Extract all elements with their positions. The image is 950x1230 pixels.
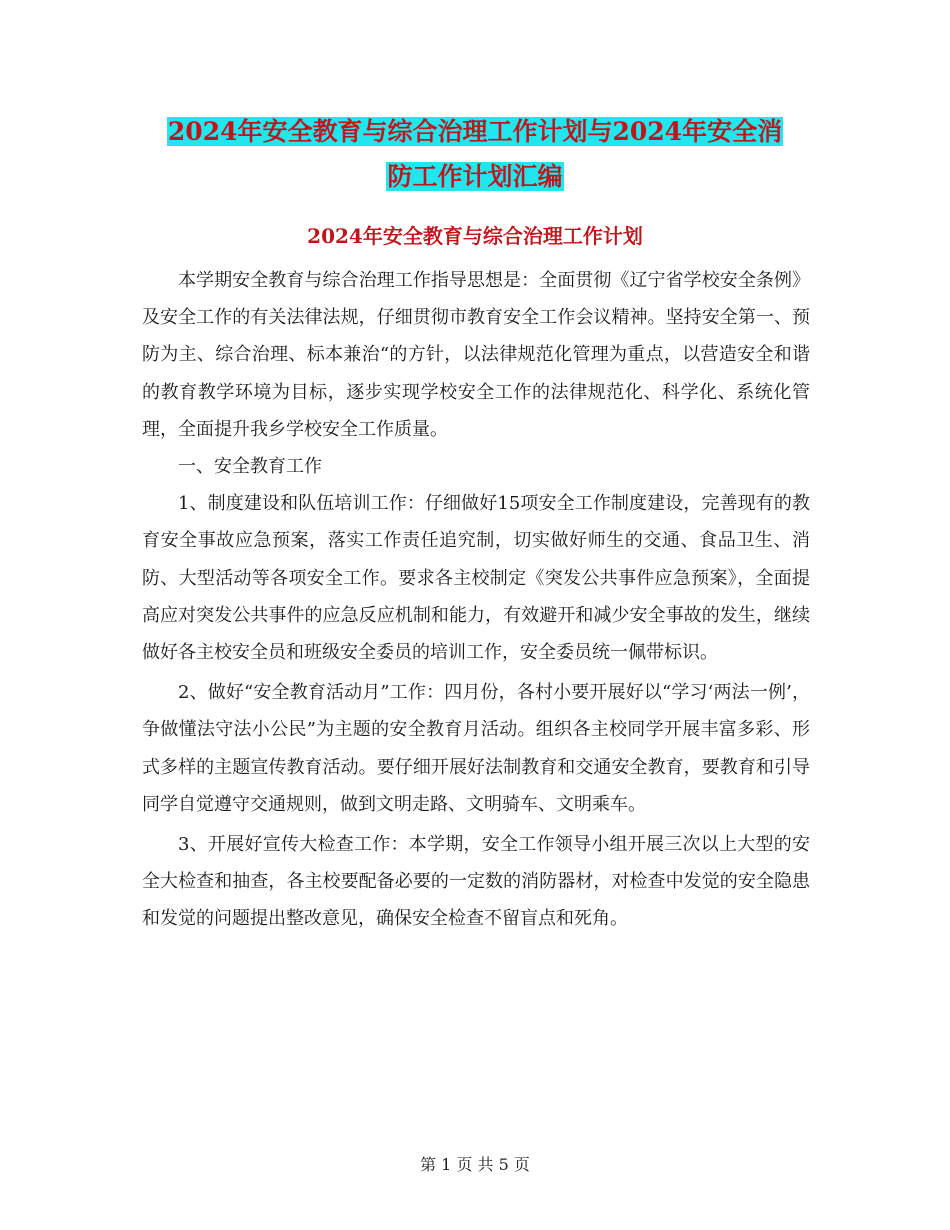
heading-safety-education: 一、安全教育工作 (178, 456, 322, 478)
page-footer: 第 1 页 共 5 页 (420, 1155, 530, 1174)
paragraph-item-3: 3、开展好宣传大检查工作：本学期，安全工作领导小组开展三次以上大型的安全大检查和抽查，各主校要配备必要的一定数的消防器材，对检查中发觉的安全隐患和发觉的问题提出整改意见，确保安全检查不留盲点和死角。 (142, 834, 810, 930)
paragraph-guiding-thought: 本学期安全教育与综合治理工作指导思想是：全面贯彻《辽宁省学校安全条例》及安全工作的有关法律法规，仔细贯彻市教育安全工作会议精神。坚持安全第一、预防为主、综合治理、标本兼治“的方针，以法律规范化管理为重点，以营造安全和谐的教育教学环境为目标，逐步实现学校安全工作的法律规范化、科学化、系统化管理，全面提升我乡学校安全工作质量。 (142, 270, 810, 440)
document-title-line-1 (140, 110, 810, 154)
title-highlight: 防工作计划汇编 (387, 162, 563, 191)
paragraph-item-2: 2、做好“安全教育活动月”工作：四月份，各村小要开展好以“学习‘两法一例’，争做懂法守法小公民”为主题的安全教育月活动。组织各主校同学开展丰富多彩、形式多样的主题宣传教育活动。要仔细开展好法制教育和交通安全教育，要教育和引导同学自觉遵守交通规则，做到文明走路、文明骑车、文明乘车。 (142, 682, 810, 815)
paragraph-item-1: 1、制度建设和队伍培训工作：仔细做好15项安全工作制度建设，完善现有的教育安全事故应急预案，落实工作责任追究制，切实做好师生的交通、食品卫生、消防、大型活动等各项安全工作。要求各主校制定《突发公共事件应急预案》，全面提高应对突发公共事件的应急反应机制和能力，有效避开和减少安全事故的发生，继续做好各主校安全员和班级安全委员的培训工作，安全委员统一佩带标识。 (142, 493, 810, 664)
title-highlight: 2024年安全教育与综合治理工作计划与2024年安全消 (167, 117, 783, 146)
document-title-line-2 (140, 155, 810, 199)
section-title: 2024年安全教育与综合治理工作计划 (307, 224, 643, 248)
document-body (142, 262, 810, 938)
